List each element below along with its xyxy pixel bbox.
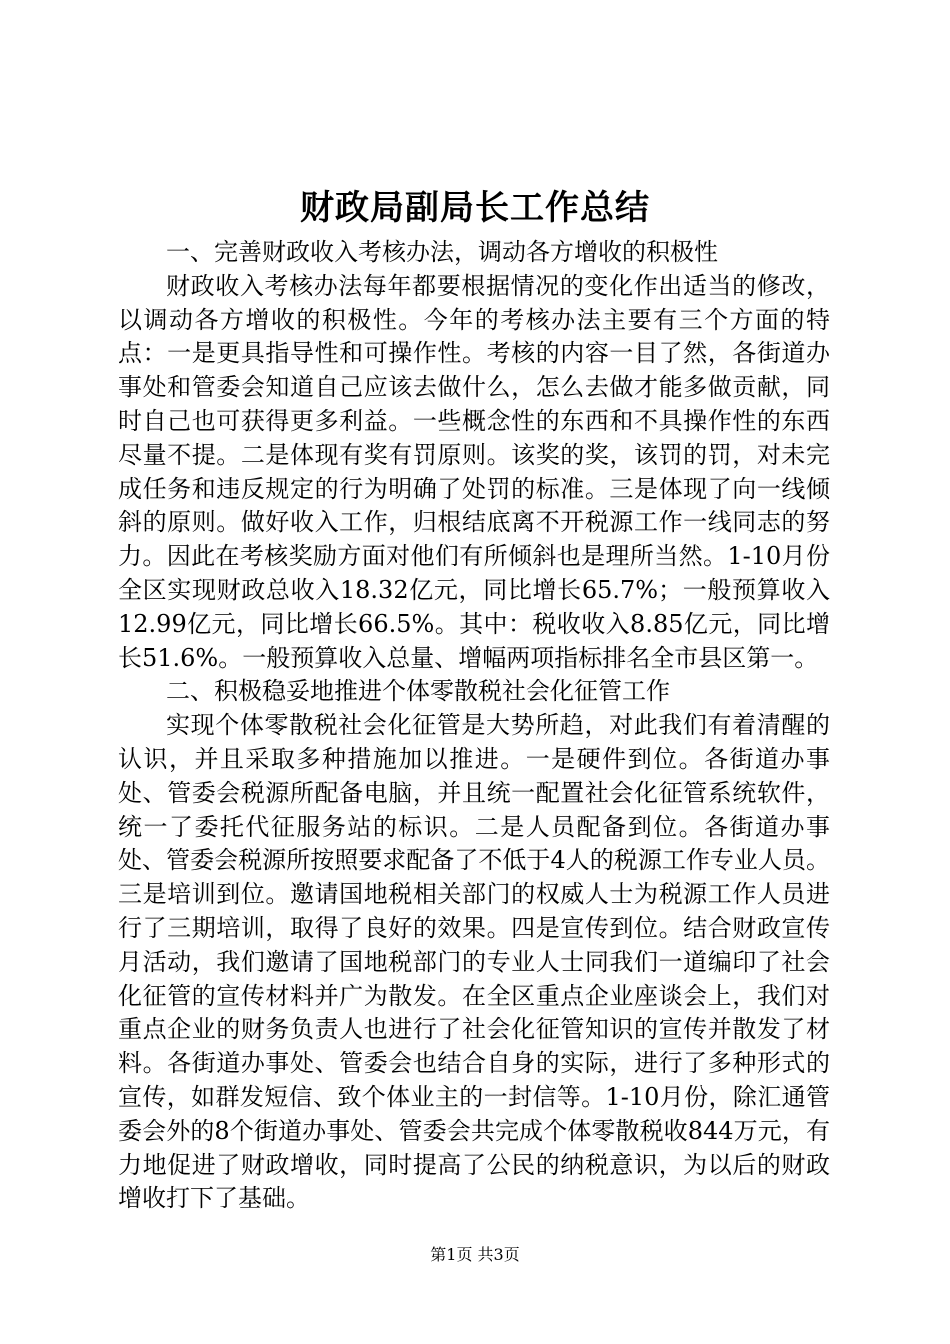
- document-title: 财政局副局长工作总结: [300, 188, 650, 228]
- document-body: [118, 236, 830, 1216]
- paragraph-2: 实现个体零散税社会化征管是大势所趋，对此我们有着清醒的认识，并且采取多种措施加以推进。一是硬件到位。各街道办事处、管委会税源所配备电脑，并且统一配置社会化征管系统软件，统一了委托代征服务站的标识。二是人员配备到位。各街道办事处、管委会税源所按照要求配备了不低于4人的税源工作专业人员。三是培训到位。邀请国地税相关部门的权威人士为税源工作人员进行了三期培训，取得了良好的效果。四是宣传到位。结合财政宣传月活动，我们邀请了国地税部门的专业人士同我们一道编印了社会化征管的宣传材料并广为散发。在全区重点企业座谈会上，我们对重点企业的财务负责人也进行了社会化征管知识的宣传并散发了材料。各街道办事处、管委会也结合自身的实际，进行了多种形式的宣传，如群发短信、致个体业主的一封信等。1-10月份，除汇通管委会外的8个街道办事处、管委会共完成个体零散税收844万元，有力地促进了财政增收，同时提高了公民的纳税意识，为以后的财政增收打下了基础。: [118, 711, 830, 1213]
- section-heading-1: 一、完善财政收入考核办法，调动各方增收的积极性: [166, 238, 718, 266]
- paragraph-1: 财政收入考核办法每年都要根据情况的变化作出适当的修改，以调动各方增收的积极性。今年的考核办法主要有三个方面的特点：一是更具指导性和可操作性。考核的内容一目了然，各街道办事处和管委会知道自己应该去做什么，怎么去做才能多做贡献，同时自己也可获得更多利益。一些概念性的东西和不具操作性的东西尽量不提。二是体现有奖有罚原则。该奖的奖，该罚的罚，对未完成任务和违反规定的行为明确了处罚的标准。三是体现了向一线倾斜的原则。做好收入工作，归根结底离不开税源工作一线同志的努力。因此在考核奖励方面对他们有所倾斜也是理所当然。1-10月份全区实现财政总收入18.32亿元，同比增长65.7%；一般预算收入12.99亿元，同比增长66.5%。其中：税收收入8.85亿元，同比增长51.6%。一般预算收入总量、增幅两项指标排名全市县区第一。: [118, 271, 830, 672]
- section-heading-2: 二、积极稳妥地推进个体零散税社会化征管工作: [166, 677, 670, 706]
- page-footer: 第1页 共3页: [430, 1245, 520, 1264]
